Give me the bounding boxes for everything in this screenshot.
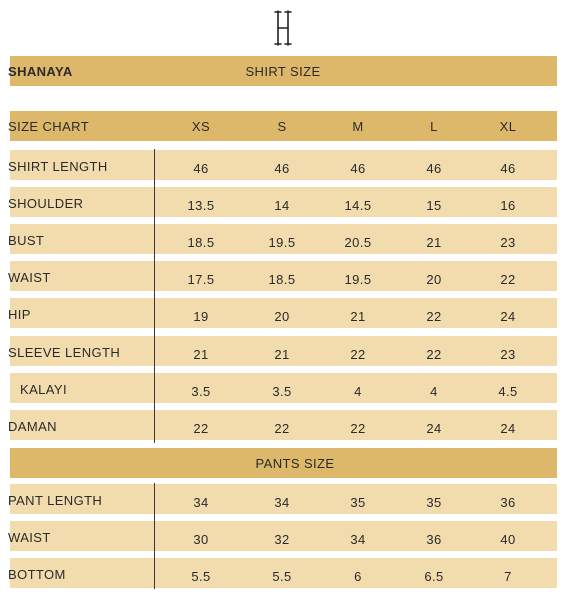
cell-value: 19.5: [344, 272, 372, 287]
cell-value: 23: [500, 235, 516, 250]
cell-value: 46: [193, 161, 209, 176]
cell-value: 23: [500, 347, 516, 362]
size-header-xl: XL: [499, 119, 517, 134]
size-header-l: L: [430, 119, 438, 134]
cell-value: 20.5: [344, 235, 372, 250]
size-header-xs: XS: [191, 119, 211, 134]
cell-value: 7: [504, 569, 512, 584]
cell-value: 22: [193, 421, 209, 436]
cell-value: 20: [426, 272, 442, 287]
cell-value: 21: [193, 347, 209, 362]
cell-value: 30: [193, 532, 209, 547]
cell-value: 14.5: [344, 198, 372, 213]
row-label: DAMAN: [8, 419, 57, 434]
cell-value: 24: [500, 309, 516, 324]
cell-value: 46: [350, 161, 366, 176]
cell-value: 36: [426, 532, 442, 547]
cell-value: 19: [193, 309, 209, 324]
size-header-s: S: [277, 119, 287, 134]
cell-value: 22: [500, 272, 516, 287]
cell-value: 5.5: [272, 569, 292, 584]
cell-value: 46: [500, 161, 516, 176]
cell-value: 46: [274, 161, 290, 176]
cell-value: 24: [500, 421, 516, 436]
row-label: WAIST: [8, 270, 51, 285]
cell-value: 21: [350, 309, 366, 324]
cell-value: 40: [500, 532, 516, 547]
cell-value: 34: [193, 495, 209, 510]
cell-value: 21: [274, 347, 290, 362]
row-label: SLEEVE LENGTH: [8, 345, 121, 360]
shirt-column-divider: [154, 149, 155, 443]
row-label: BOTTOM: [8, 567, 66, 582]
cell-value: 22: [350, 347, 366, 362]
cell-value: 4.5: [498, 384, 518, 399]
cell-value: 6.5: [424, 569, 444, 584]
cell-value: 46: [426, 161, 442, 176]
cell-value: 3.5: [272, 384, 292, 399]
row-label: SHOULDER: [8, 196, 84, 211]
cell-value: 34: [350, 532, 366, 547]
size-chart-label: SIZE CHART: [8, 119, 90, 134]
cell-value: 4: [430, 384, 438, 399]
cell-value: 18.5: [268, 272, 296, 287]
size-header-m: M: [352, 119, 364, 134]
monogram-h-icon: [272, 8, 294, 48]
cell-value: 35: [426, 495, 442, 510]
cell-value: 32: [274, 532, 290, 547]
cell-value: 34: [274, 495, 290, 510]
cell-value: 15: [426, 198, 442, 213]
row-label: SHIRT LENGTH: [8, 159, 108, 174]
pants-size-title: PANTS SIZE: [255, 456, 335, 471]
row-label: HIP: [8, 307, 31, 322]
row-label: KALAYI: [20, 382, 67, 397]
cell-value: 13.5: [187, 198, 215, 213]
cell-value: 16: [500, 198, 516, 213]
cell-value: 5.5: [191, 569, 211, 584]
cell-value: 14: [274, 198, 290, 213]
row-label: WAIST: [8, 530, 51, 545]
cell-value: 35: [350, 495, 366, 510]
cell-value: 36: [500, 495, 516, 510]
cell-value: 24: [426, 421, 442, 436]
row-label: PANT LENGTH: [8, 493, 103, 508]
cell-value: 4: [354, 384, 362, 399]
brand-name: SHANAYA: [8, 64, 73, 79]
cell-value: 22: [426, 347, 442, 362]
cell-value: 21: [426, 235, 442, 250]
cell-value: 6: [354, 569, 362, 584]
cell-value: 22: [274, 421, 290, 436]
cell-value: 22: [350, 421, 366, 436]
shirt-size-title: SHIRT SIZE: [245, 64, 321, 79]
pants-column-divider: [154, 483, 155, 589]
cell-value: 22: [426, 309, 442, 324]
cell-value: 17.5: [187, 272, 215, 287]
row-label: BUST: [8, 233, 45, 248]
cell-value: 19.5: [268, 235, 296, 250]
cell-value: 18.5: [187, 235, 215, 250]
cell-value: 20: [274, 309, 290, 324]
cell-value: 3.5: [191, 384, 211, 399]
